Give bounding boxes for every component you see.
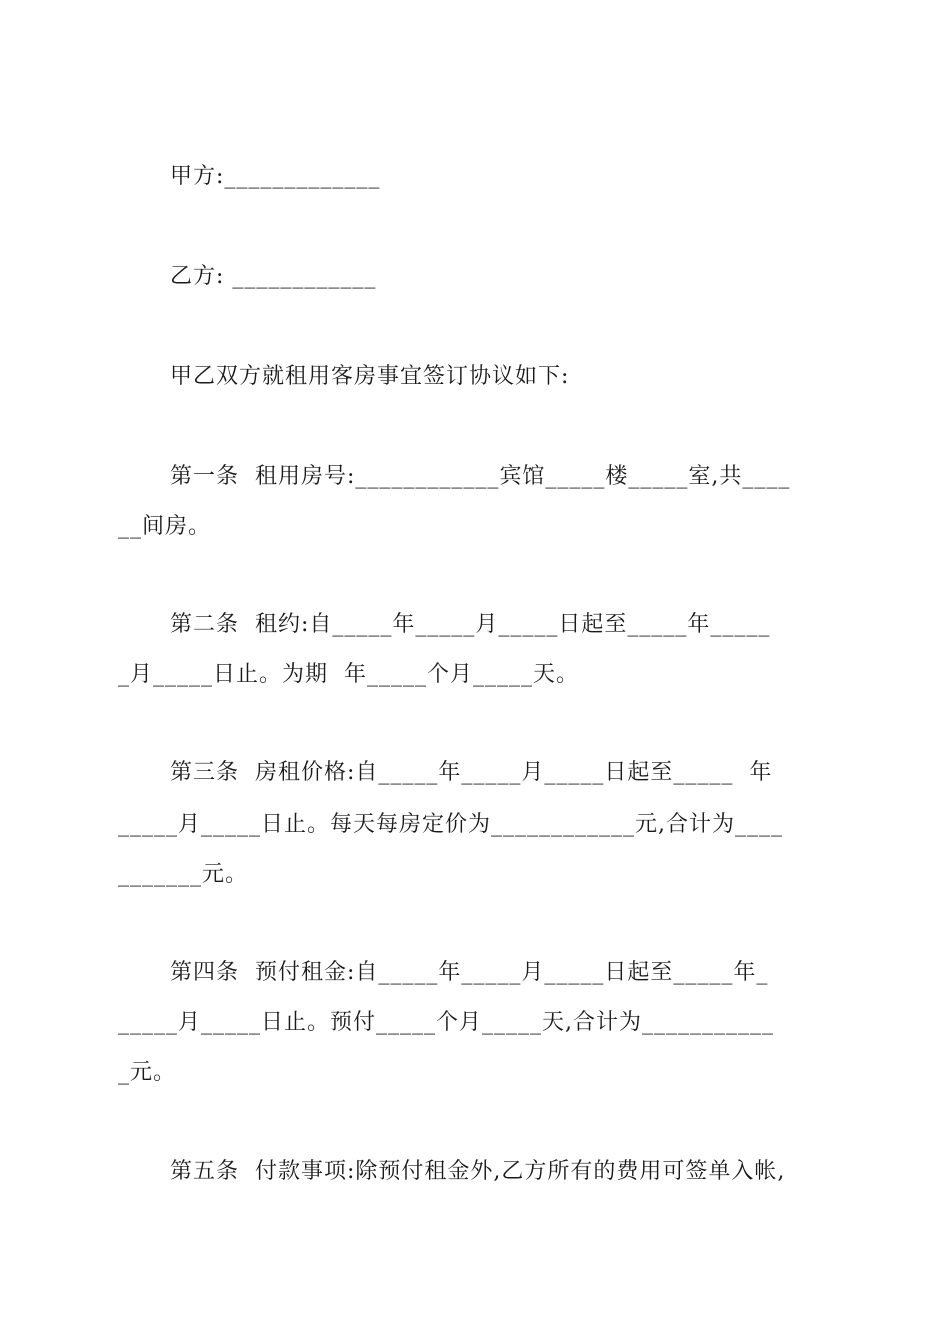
party-a-line: 甲方:_____________ [170,164,381,189]
article4-line1: 第四条 预付租金:自_____年_____月_____日起至_____年_ [170,960,769,985]
article3-line1: 第三条 房租价格:自_____年_____月_____日起至_____ 年 [170,760,773,785]
article3-line3: _______元。 [118,862,249,887]
party-b-line: 乙方: ____________ [170,264,377,289]
article3-line2: _____月_____日止。每天每房定价为____________元,合计为____ [118,812,783,837]
article2-line1: 第二条 租约:自_____年_____月_____日起至_____年_____ [170,612,771,637]
article5-line1: 第五条 付款事项:除预付租金外,乙方所有的费用可签单入帐, [170,1159,786,1184]
intro-paragraph: 甲乙双方就租用客房事宜签订协议如下: [170,364,570,389]
article2-line2: _月_____日止。为期 年_____个月_____天。 [118,662,579,687]
article4-line2: _____月_____日止。预付_____个月_____天,合计为___________ [118,1010,774,1035]
article1-line1: 第一条 租用房号:____________宾馆_____楼_____室,共____ [170,464,791,489]
article4-line3: _元。 [118,1060,177,1085]
article1-line2: __间房。 [118,514,212,539]
